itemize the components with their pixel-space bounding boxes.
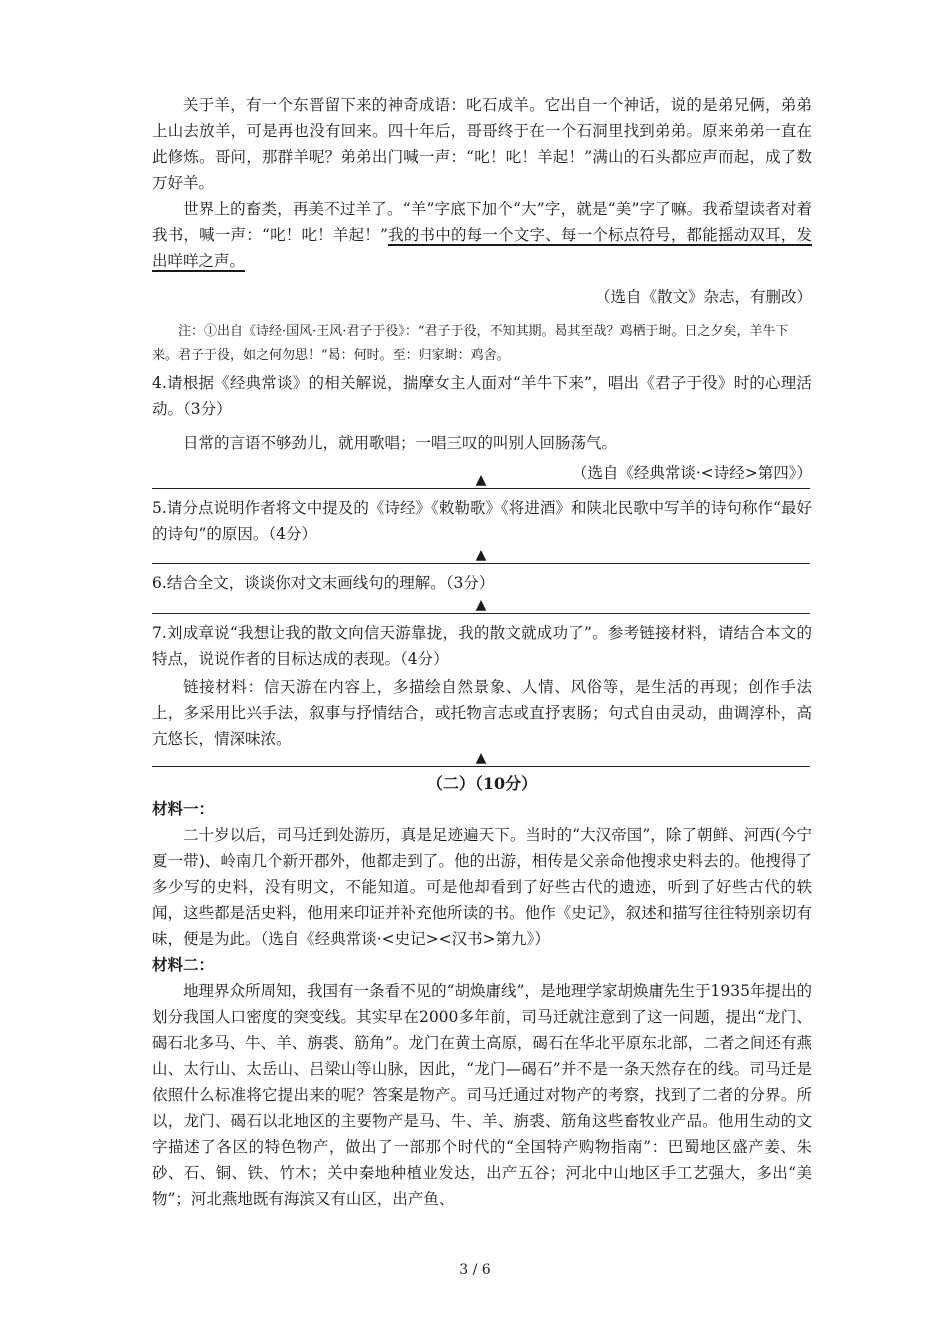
section-2-title: （二）（10分） <box>426 774 538 793</box>
question-7-link-material: 链接材料：信天游在内容上，多描绘自然景象、人情、风俗等，是生活的再现；创作手法上，多采用比兴手法，叙事与抒情结合，或托物言志或直抒衷肠；句式自由灵动，曲调淳朴，高亢悠长，情深味浓。 <box>152 678 812 748</box>
passage-paragraph-2 <box>152 196 812 274</box>
passage-paragraph-1: 关于羊，有一个东晋留下来的神奇成语：叱石成羊。它出自一个神话，说的是弟兄俩，弟弟上山去放羊，可是再也没有回来。四十年后，哥哥终于在一个石洞里找到弟弟。原来弟弟一直在此修炼。哥问，那群羊呢？弟弟出门喊一声：“叱！叱！羊起！”满山的石头都应声而起，成了数万好羊。 <box>152 96 812 192</box>
answer-mark-icon: ▲ <box>475 547 487 563</box>
question-5-block <box>152 495 812 547</box>
material-1-text: 二十岁以后，司马迁到处游历，真是足迹遍天下。当时的“大汉帝国”，除了朝鲜、河西(今宁夏一带)、岭南几个新开郡外，他都走到了。他的出游，相传是父亲命他搜求史料去的。他搜得了多少写的史料，没有明文，不能知道。可是他却看到了好些古代的遗迹，听到了好些古代的轶闻，这些都是活史料，他用来印证并补充他所读的书。他作《史记》，叙述和描写往往特别亲切有味，便是为此。（选自《经典常谈·<史记><汉书>第九》） <box>152 826 812 948</box>
question-5: 5.请分点说明作者将文中提及的《诗经》《敕勒歌》《将进酒》和陕北民歌中写羊的诗句称作“最好的诗句”的原因。（4分） <box>152 499 812 543</box>
page-number: 3 / 6 <box>459 1262 491 1278</box>
answer-line-7[interactable] <box>152 750 810 767</box>
passage-source: （选自《散文》杂志，有删改） <box>594 288 812 306</box>
footnote <box>152 320 812 368</box>
underlined-sentence: 我的书中的每一个文字、每一个标点符号，都能摇动双耳，发出咩咩之声。 <box>152 226 812 270</box>
question-4-quote: 日常的言语不够劲儿，就用歌唱；一唱三叹的叫别人回肠荡气。 <box>183 434 618 452</box>
question-4-block <box>152 370 812 486</box>
answer-mark-icon: ▲ <box>475 750 487 766</box>
passage-paragraph-2-text: 世界上的畜类，再美不过羊了。“羊”字底下加个“大”字，就是“美”字了嘛。我希望读者对着我书，喊一声：“叱！叱！羊起！” <box>152 200 812 244</box>
question-7: 7.刘成章说“我想让我的散文向信天游靠拢，我的散文就成功了”。参考链接材料，请结合本文的特点，说说作者的目标达成的表现。（4分） <box>152 624 812 668</box>
material-2-label: 材料二： <box>152 955 215 974</box>
answer-mark-icon: ▲ <box>475 472 487 488</box>
passage <box>152 92 812 310</box>
footnote-text: 注：①出自《诗经·国风·王风·君子于役》：“君子于役，不知其期。曷其至哉？鸡栖于埘。日之夕矣，羊牛下来。君子于役，如之何勿思！”曷：何时。至：归家埘：鸡舍。 <box>152 324 789 363</box>
question-4-source: （选自《经典常谈·<诗经>第四》） <box>571 464 812 482</box>
question-6-block <box>152 570 812 596</box>
material-1-label: 材料一： <box>152 799 215 818</box>
answer-line-5[interactable] <box>152 547 810 564</box>
question-7-block <box>152 620 812 752</box>
answer-line-6[interactable] <box>152 597 810 614</box>
question-6: 6.结合全文，谈谈你对文末画线句的理解。（3分） <box>152 574 495 592</box>
question-4: 4.请根据《经典常谈》的相关解说，揣摩女主人面对“羊牛下来”，唱出《君子于役》时的心理活动。（3分） <box>152 374 812 418</box>
answer-line-4[interactable] <box>152 472 810 489</box>
section-2-materials <box>152 796 812 1212</box>
material-2-text: 地理界众所周知，我国有一条看不见的“胡焕庸线”，是地理学家胡焕庸先生于1935年提出的划分我国人口密度的突变线。其实早在2000多年前，司马迁就注意到了这一问题，提出“龙门、碣石北多马、牛、羊、旃裘、筋角”。龙门在黄土高原，碣石在华北平原东北部，二者之间还有燕山、太行山、太岳山、吕梁山等山脉，因此，“龙门—碣石”并不是一条天然存在的线。司马迁是依照什么标准将它提出来的呢？答案是物产。司马迁通过对物产的考察，找到了二者的分界。所以，龙门、碣石以北地区的主要物产是马、牛、羊、旃裘、筋角这些畜牧业产品。他用生动的文字描述了各区的特色物产，做出了一部那个时代的“全国特产购物指南”：巴蜀地区盛产姜、朱砂、石、铜、铁、竹木；关中秦地种植业发达，出产五谷；河北中山地区手工艺强大，多出“美物”；河北燕地既有海滨又有山区，出产鱼、 <box>152 982 812 1208</box>
answer-mark-icon: ▲ <box>475 597 487 613</box>
